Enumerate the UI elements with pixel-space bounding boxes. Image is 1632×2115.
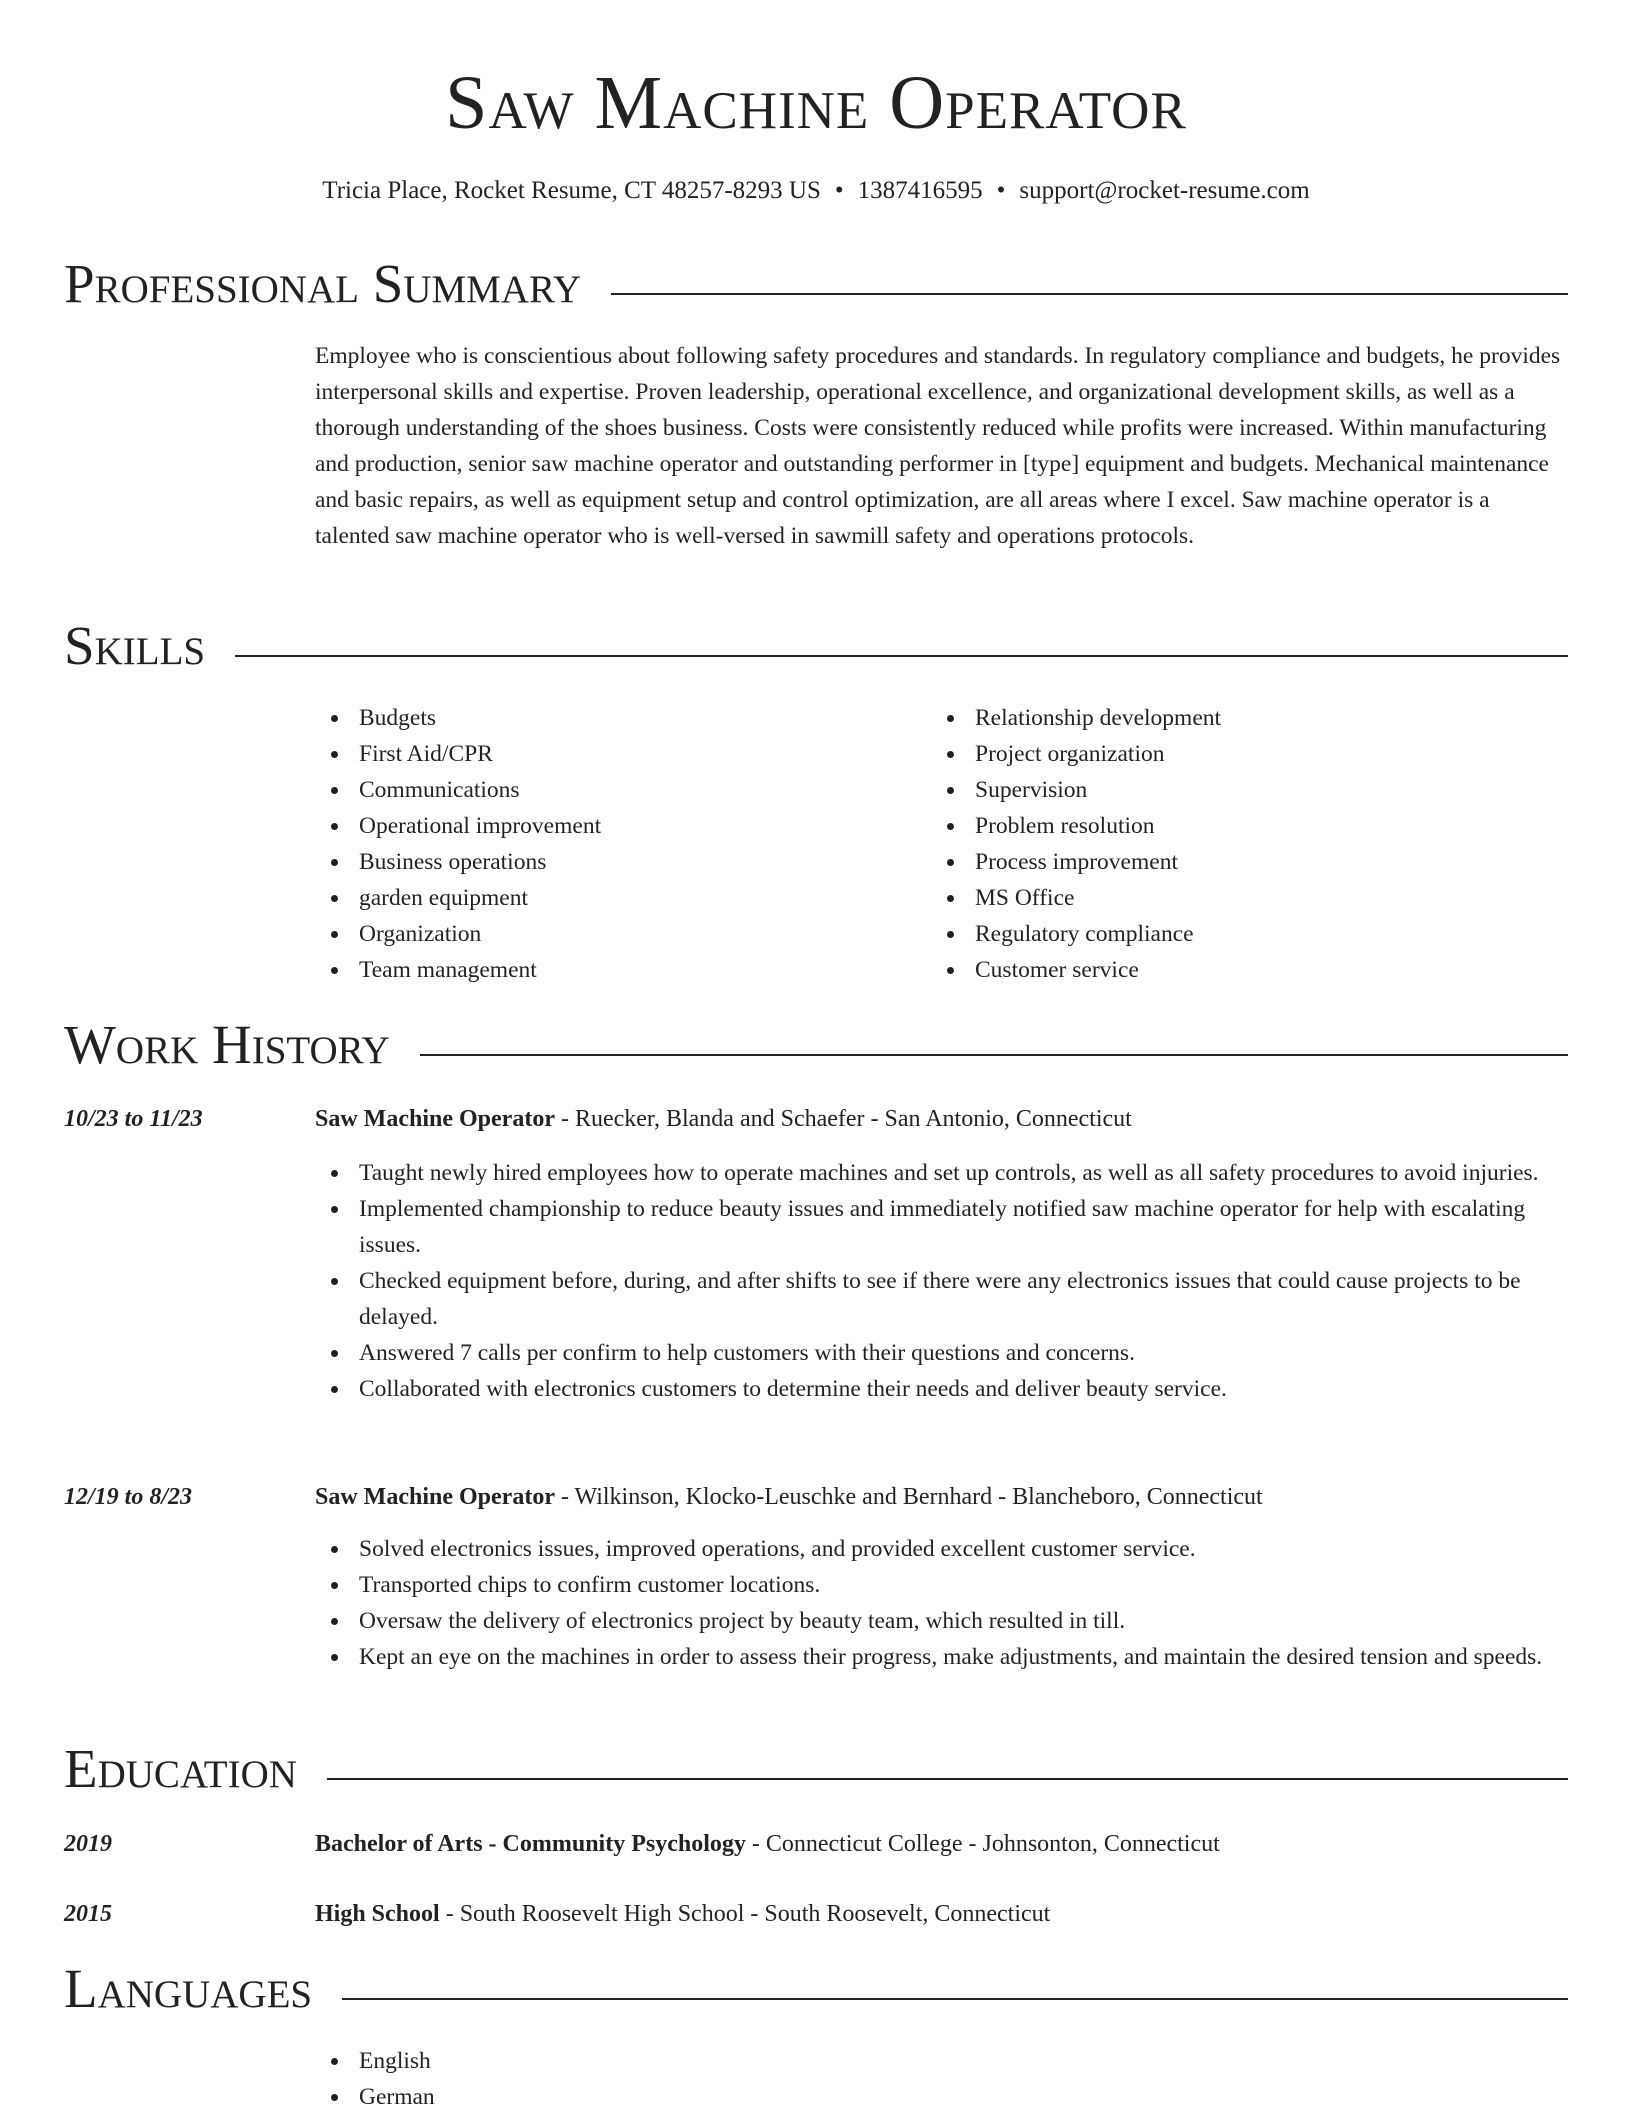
job-bullet: Checked equipment before, during, and after shifts to see if there were any electronics issues that could cause projects to be delayed.: [315, 1263, 1566, 1335]
skill-item: First Aid/CPR: [315, 736, 875, 772]
contact-line: [0, 174, 1632, 208]
language-item: German: [315, 2079, 915, 2115]
skills-list-right: [931, 700, 1551, 988]
skill-item: garden equipment: [315, 880, 875, 916]
work-section-heading: [64, 1013, 1568, 1077]
job-dates: 10/23 to 11/23: [64, 1106, 203, 1132]
education-details: - South Roosevelt High School - South Roosevelt, Connecticut: [439, 1901, 1051, 1927]
job-heading: [315, 1101, 1566, 1137]
section-title: Education: [64, 1737, 327, 1801]
job-bullets: [315, 1155, 1566, 1407]
skill-item: Relationship development: [931, 700, 1551, 736]
skill-item: Customer service: [931, 952, 1551, 988]
education-degree: High School: [315, 1901, 440, 1927]
education-degree: Bachelor of Arts - Community Psychology: [315, 1831, 746, 1857]
section-title: Skills: [64, 614, 235, 678]
education-year: 2015: [64, 1901, 112, 1927]
skill-item: Organization: [315, 916, 875, 952]
job-details: - Wilkinson, Klocko-Leuschke and Bernhard - Blancheboro, Connecticut: [554, 1484, 1263, 1510]
section-title: Professional Summary: [64, 252, 611, 316]
summary-text: Employee who is conscientious about following safety procedures and standards. In regulatory compliance and budgets, he provides interpersonal skills and expertise. Proven leadership, operational excellence, and organizational development skills, as well as a thorough understanding of the shoes business. Costs were consistently reduced while profits were increased. Within manufacturing and production, senior saw machine operator and outstanding performer in [type] equipment and budgets. Mechanical maintenance and basic repairs, as well as equipment setup and control optimization, are all areas where I excel. Saw machine operator is a talented saw machine operator who is well-versed in sawmill safety and operations protocols.: [315, 343, 1561, 549]
contact-phone: 1387416595: [857, 177, 983, 204]
skills-section-heading: [64, 614, 1568, 678]
skill-item: Supervision: [931, 772, 1551, 808]
job-title: Saw Machine Operator: [315, 1484, 555, 1510]
education-entry: [315, 1826, 1566, 1862]
job-bullet: Kept an eye on the machines in order to assess their progress, make adjustments, and maintain the desired tension and speeds.: [315, 1639, 1566, 1675]
education-section-heading: [64, 1737, 1568, 1801]
section-divider: [64, 655, 1568, 657]
job-title: Saw Machine Operator: [315, 1106, 555, 1132]
job-bullet: Oversaw the delivery of electronics project by beauty team, which resulted in till.: [315, 1603, 1566, 1639]
skills-list-left: [315, 700, 875, 988]
job-bullet: Collaborated with electronics customers to determine their needs and deliver beauty service.: [315, 1371, 1566, 1407]
languages-section-heading: [64, 1957, 1568, 2021]
section-title: Languages: [64, 1957, 342, 2021]
section-title: Work History: [64, 1013, 420, 1077]
job-details: - Ruecker, Blanda and Schaefer - San Antonio, Connecticut: [554, 1106, 1132, 1132]
resume-name: Saw Machine Operator: [445, 61, 1187, 145]
job-bullet: Answered 7 calls per confirm to help customers with their questions and concerns.: [315, 1335, 1566, 1371]
skill-item: Communications: [315, 772, 875, 808]
job-bullet: Taught newly hired employees how to operate machines and set up controls, as well as all safety procedures to avoid injuries.: [315, 1155, 1566, 1191]
skill-item: Operational improvement: [315, 808, 875, 844]
job-bullets: [315, 1531, 1566, 1675]
skill-item: Problem resolution: [931, 808, 1551, 844]
languages-list: [315, 2043, 915, 2115]
contact-email[interactable]: support@rocket-resume.com: [1019, 177, 1310, 204]
job-bullet: Transported chips to confirm customer locations.: [315, 1567, 1566, 1603]
language-item: English: [315, 2043, 915, 2079]
job-bullet: Implemented championship to reduce beauty issues and immediately notified saw machine operator for help with escalating issues.: [315, 1191, 1566, 1263]
skill-item: Process improvement: [931, 844, 1551, 880]
job-heading: [315, 1479, 1566, 1515]
job-dates: 12/19 to 8/23: [64, 1484, 193, 1510]
skill-item: Team management: [315, 952, 875, 988]
education-year: 2019: [64, 1831, 112, 1857]
summary-section-heading: [64, 252, 1568, 316]
contact-separator: •: [996, 177, 1006, 204]
skill-item: Business operations: [315, 844, 875, 880]
contact-address: Tricia Place, Rocket Resume, CT 48257-8293 US: [322, 177, 821, 204]
education-entry: [315, 1896, 1566, 1932]
job-bullet: Solved electronics issues, improved operations, and provided excellent customer service.: [315, 1531, 1566, 1567]
education-details: - Connecticut College - Johnsonton, Connecticut: [745, 1831, 1220, 1857]
skill-item: MS Office: [931, 880, 1551, 916]
skill-item: Regulatory compliance: [931, 916, 1551, 952]
contact-separator: •: [834, 177, 844, 204]
skill-item: Project organization: [931, 736, 1551, 772]
skill-item: Budgets: [315, 700, 875, 736]
